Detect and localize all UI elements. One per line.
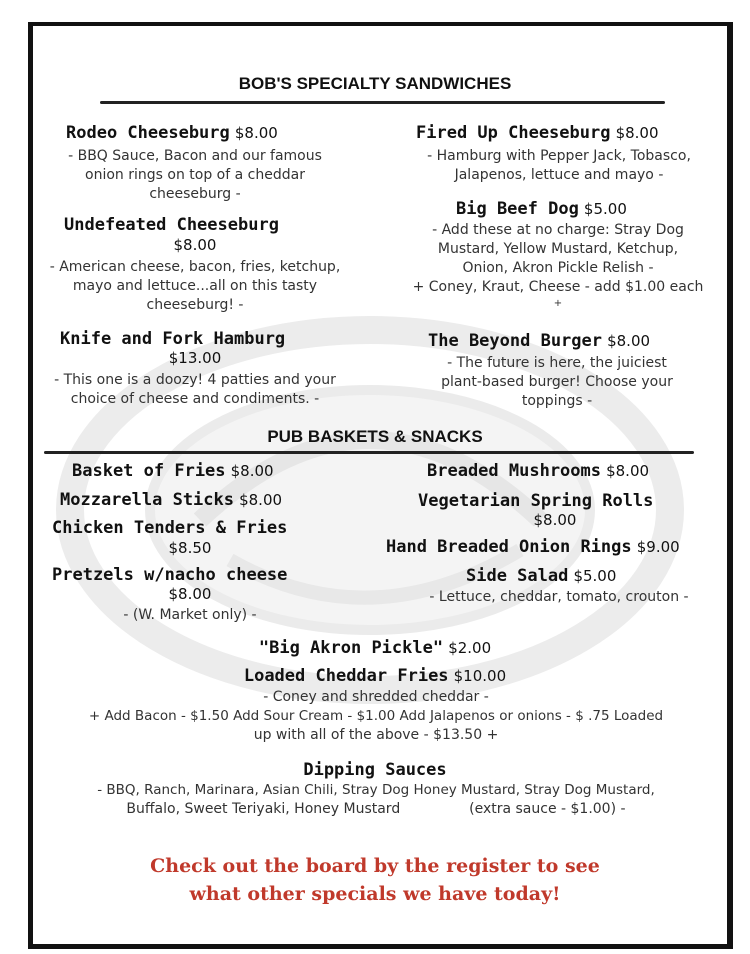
menu-item-big-beef-dog <box>456 199 627 219</box>
desc-line: + <box>553 298 563 309</box>
menu-item-fired-up <box>416 123 659 143</box>
item-price: $10.00 <box>453 667 507 685</box>
item-price: $8.00 <box>606 462 650 480</box>
item-name: Mozzarella Sticks <box>60 490 234 510</box>
item-description <box>402 354 712 411</box>
item-price: $5.00 <box>573 567 617 585</box>
item-name: Loaded Cheddar Fries <box>243 666 449 686</box>
item-price: $2.00 <box>448 639 492 657</box>
desc-line: mayo and lettuce...all on this tasty <box>72 278 318 294</box>
item-description: - Lettuce, cheddar, tomato, crouton - <box>429 589 689 605</box>
item-price: $5.00 <box>583 200 627 218</box>
item-description <box>34 781 718 819</box>
item-name: Side Salad <box>466 566 569 586</box>
desc-line: cheeseburg - <box>149 186 241 202</box>
section-divider <box>100 101 665 104</box>
item-description <box>30 688 722 745</box>
item-name: "Big Akron Pickle" <box>258 638 444 658</box>
desc-line: Onion, Akron Pickle Relish - <box>462 260 654 276</box>
menu-item-big-akron-pickle <box>0 638 750 658</box>
item-name: Rodeo Cheeseburg <box>66 123 230 143</box>
desc-line <box>34 800 718 819</box>
item-name: Chicken Tenders & Fries <box>52 518 288 538</box>
menu-item-chicken-tenders <box>52 518 287 538</box>
item-name: Hand Breaded Onion Rings <box>386 537 632 557</box>
desc-line: - The future is here, the juiciest <box>447 355 667 371</box>
item-name: Undefeated Cheeseburg <box>64 215 279 235</box>
menu-item-beyond-burger <box>428 331 650 351</box>
footer-note <box>0 852 750 908</box>
desc-line: plant-based burger! Choose your <box>441 374 673 390</box>
item-price: $8.00 <box>533 511 577 529</box>
desc-part: Buffalo, Sweet Teriyaki, Honey Mustard <box>126 801 401 817</box>
section-divider <box>44 451 694 454</box>
menu-item-pretzels <box>52 565 287 585</box>
dipping-sauces-heading <box>0 760 750 780</box>
desc-line: + Coney, Kraut, Cheese - add $1.00 each <box>412 279 704 295</box>
item-price: $8.00 <box>239 491 283 509</box>
item-price: $8.00 <box>168 585 212 603</box>
item-description <box>400 147 718 185</box>
menu-item-mushrooms <box>427 461 649 481</box>
item-price: $8.00 <box>607 332 651 350</box>
item-price: $8.00 <box>234 124 278 142</box>
menu-item-mozzarella <box>60 490 282 510</box>
section-title-pub: PUB BASKETS & SNACKS <box>267 427 483 446</box>
item-description <box>394 221 722 311</box>
menu-item-knife-and-fork <box>60 329 285 349</box>
desc-line: Jalapenos, lettuce and mayo - <box>454 167 664 183</box>
menu-item-undefeated <box>64 215 279 235</box>
section-title-specialty: BOB'S SPECIALTY SANDWICHES <box>238 74 512 93</box>
menu-item-rodeo <box>66 123 278 143</box>
item-price: $13.00 <box>168 349 222 367</box>
menu-item-loaded-cheddar-fries <box>0 666 750 686</box>
desc-line: onion rings on top of a cheddar <box>85 167 305 183</box>
menu-item-side-salad <box>466 566 616 586</box>
desc-line: toppings - <box>521 393 593 409</box>
item-description <box>34 371 356 409</box>
menu-item-fries <box>72 461 274 481</box>
item-name: Breaded Mushrooms <box>427 461 601 481</box>
desc-line: - Hamburg with Pepper Jack, Tobasco, <box>427 148 691 164</box>
footer-line: Check out the board by the register to see <box>150 855 600 877</box>
desc-line: - Add these at no charge: Stray Dog <box>432 222 684 238</box>
item-name: Vegetarian Spring Rolls <box>418 491 654 511</box>
desc-line: choice of cheese and condiments. - <box>70 391 320 407</box>
item-price: $8.00 <box>173 236 217 254</box>
footer-line: what other specials we have today! <box>189 883 561 905</box>
menu-item-onion-rings <box>386 537 680 557</box>
menu-item-spring-rolls <box>418 491 653 511</box>
desc-line: Mustard, Yellow Mustard, Ketchup, <box>437 241 679 257</box>
desc-line: - Coney and shredded cheddar - <box>263 689 489 705</box>
item-price: $9.00 <box>636 538 680 556</box>
item-price: $8.00 <box>230 462 274 480</box>
item-name: Big Beef Dog <box>456 199 579 219</box>
item-name: Basket of Fries <box>72 461 226 481</box>
item-price: $8.50 <box>168 539 212 557</box>
item-description <box>40 147 350 204</box>
item-name: Fired Up Cheeseburg <box>416 123 611 143</box>
desc-line: - American cheese, bacon, fries, ketchup, <box>49 259 341 275</box>
item-description <box>34 258 356 315</box>
item-name: Pretzels w/nacho cheese <box>52 565 288 585</box>
item-name: Knife and Fork Hamburg <box>60 329 286 349</box>
desc-line: + Add Bacon - $1.50 Add Sour Cream - $1.00 Add Jalapenos or onions - $ .75 Loaded <box>88 708 664 724</box>
desc-part: (extra sauce - $1.00) - <box>469 801 626 817</box>
item-description: - (W. Market only) - <box>123 607 257 623</box>
desc-line: up with all of the above - $13.50 + <box>253 727 499 743</box>
item-name: Dipping Sauces <box>303 760 447 780</box>
item-price: $8.00 <box>615 124 659 142</box>
desc-line: cheeseburg! - <box>146 297 244 313</box>
item-name: The Beyond Burger <box>428 331 602 351</box>
desc-line: - BBQ Sauce, Bacon and our famous <box>68 148 322 164</box>
desc-line: - This one is a doozy! 4 patties and your <box>54 372 336 388</box>
desc-line: - BBQ, Ranch, Marinara, Asian Chili, Stray Dog Honey Mustard, Stray Dog Mustard, <box>97 782 655 798</box>
